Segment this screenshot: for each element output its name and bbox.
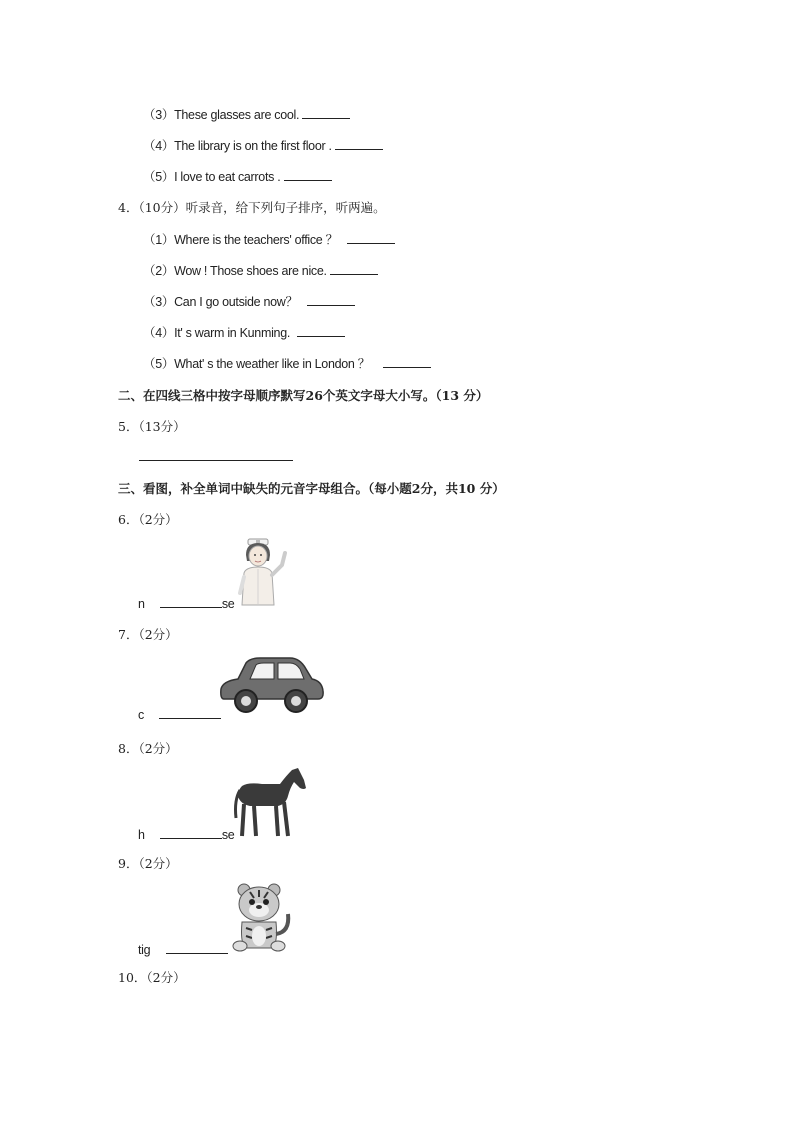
- answer-blank[interactable]: [160, 826, 222, 839]
- item-text: It' s warm in Kunming.: [174, 326, 291, 340]
- word-prefix: c: [138, 708, 144, 722]
- q4-item-4: [143, 323, 345, 341]
- q4-header: 4．（10分）听录音，给下列句子排序，听两遍。: [118, 200, 386, 215]
- item-number: （3）: [143, 108, 175, 122]
- section-3-title: 三、看图，补全单词中缺失的元音字母组合。（每小题2分，共10 分）: [118, 481, 505, 496]
- word-prefix: tig: [138, 943, 151, 957]
- word-prefix: n: [138, 597, 145, 611]
- answer-blank[interactable]: [383, 355, 431, 368]
- item-number: （5）: [143, 170, 175, 184]
- q8-header: 8．（2分）: [118, 741, 178, 756]
- item-number: （1）: [143, 233, 175, 247]
- answer-blank[interactable]: [335, 137, 383, 150]
- item-number: （4）: [143, 139, 175, 153]
- q4-item-3: [143, 292, 355, 310]
- answer-blank[interactable]: [160, 595, 222, 608]
- q3-item-3: [143, 105, 350, 123]
- q3-item-5: [143, 167, 332, 185]
- q9-word: [138, 941, 228, 957]
- q7-word: [138, 706, 221, 722]
- answer-blank[interactable]: [347, 231, 395, 244]
- q6-header: 6．（2分）: [118, 512, 178, 527]
- item-text: Can I go outside now？: [174, 295, 298, 309]
- section-2-title: 二、在四线三格中按字母顺序默写26个英文字母大小写。（13 分）: [118, 388, 489, 403]
- tiger-image: [230, 882, 294, 952]
- item-text: What' s the weather like in London ？: [174, 357, 370, 371]
- q5-header: 5．（13分）: [118, 419, 186, 434]
- horse-image: [232, 766, 310, 838]
- q4-item-2: [143, 261, 378, 279]
- item-text: These glasses are cool.: [174, 108, 300, 122]
- q9-header: 9．（2分）: [118, 856, 178, 871]
- item-text: Wow ! Those shoes are nice.: [174, 264, 327, 278]
- item-number: （5）: [143, 357, 175, 371]
- item-text: I love to eat carrots .: [174, 170, 281, 184]
- word-suffix: se: [221, 597, 235, 611]
- item-text: Where is the teachers' office ？: [174, 233, 338, 247]
- item-number: （2）: [143, 264, 175, 278]
- nurse-image: [232, 537, 292, 607]
- car-image: [218, 655, 326, 717]
- q5-answer-line[interactable]: [139, 460, 293, 461]
- q4-item-5: [143, 354, 431, 372]
- q8-word: [138, 826, 234, 842]
- answer-blank[interactable]: [330, 262, 378, 275]
- q7-header: 7．（2分）: [118, 627, 178, 642]
- answer-blank[interactable]: [302, 106, 350, 119]
- item-number: （4）: [143, 326, 175, 340]
- word-suffix: se: [221, 828, 235, 842]
- q3-item-4: [143, 136, 383, 154]
- answer-blank[interactable]: [284, 168, 332, 181]
- answer-blank[interactable]: [166, 941, 228, 954]
- answer-blank[interactable]: [159, 706, 221, 719]
- item-number: （3）: [143, 295, 175, 309]
- q10-header: 10．（2分）: [118, 970, 186, 985]
- q4-item-1: [143, 230, 395, 248]
- answer-blank[interactable]: [297, 324, 345, 337]
- answer-blank[interactable]: [307, 293, 355, 306]
- q6-word: [138, 595, 234, 611]
- item-text: The library is on the first floor .: [174, 139, 332, 153]
- word-prefix: h: [138, 828, 145, 842]
